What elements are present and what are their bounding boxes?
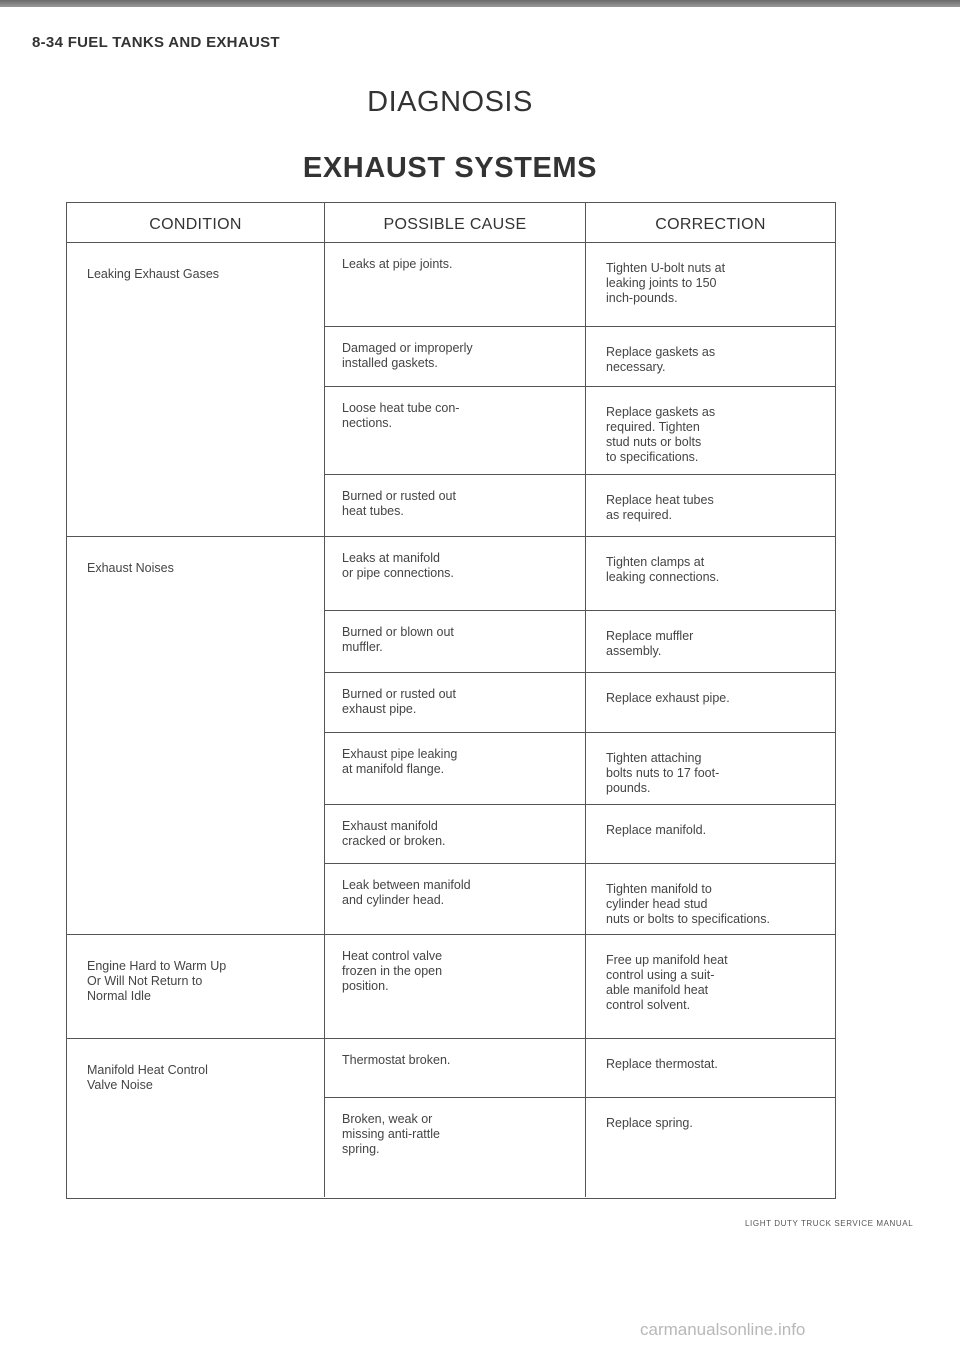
top-rule — [0, 0, 960, 7]
table-row — [325, 673, 835, 733]
page-title: DIAGNOSIS — [367, 86, 533, 118]
cause-cell: Burned or rusted out exhaust pipe. — [325, 673, 586, 732]
table-row — [325, 864, 835, 934]
correction-cell: Free up manifold heat control using a suit- able manifold heat control solvent. — [606, 953, 728, 1012]
cause-cell: Loose heat tube con- nections. — [325, 387, 586, 475]
correction-cell: Tighten clamps at leaking connections. — [606, 555, 720, 584]
correction-cell: Tighten manifold to cylinder head stud nuts or bolts to specifications. — [606, 882, 770, 927]
header-possible-cause: POSSIBLE CAUSE — [325, 203, 586, 242]
table-row — [325, 475, 835, 536]
cause-cell: Exhaust pipe leaking at manifold flange. — [325, 733, 586, 805]
condition-group — [67, 537, 835, 935]
cause-cell: Leaks at pipe joints. — [325, 243, 586, 326]
cause-cell: Leaks at manifold or pipe connections. — [325, 537, 586, 610]
table-row — [325, 1039, 835, 1098]
header-condition: CONDITION — [67, 203, 325, 242]
cause-cell: Burned or blown out muffler. — [325, 611, 586, 672]
table-row — [325, 611, 835, 673]
correction-cell: Tighten U-bolt nuts at leaking joints to 150 inch-pounds. — [606, 261, 726, 305]
diagnosis-table — [66, 202, 836, 1199]
correction-cell: Replace heat tubes as required. — [606, 493, 714, 523]
condition-group — [67, 1039, 835, 1197]
table-row — [325, 733, 835, 806]
condition-cell: Engine Hard to Warm Up Or Will Not Return to Normal Idle — [67, 935, 325, 1038]
table-row — [325, 935, 835, 1038]
table-row — [325, 387, 835, 476]
correction-cell: Replace gaskets as required. Tighten stud nuts or bolts to specifications. — [606, 404, 716, 464]
table-row — [325, 537, 835, 611]
table-header — [67, 203, 835, 243]
table-row — [325, 1098, 835, 1197]
cause-cell: Burned or rusted out heat tubes. — [325, 475, 586, 536]
correction-cell: Replace thermostat. — [606, 1057, 718, 1071]
page-footer: LIGHT DUTY TRUCK SERVICE MANUAL — [745, 1219, 914, 1228]
correction-cell: Replace spring. — [606, 1116, 693, 1130]
condition-group — [67, 243, 835, 537]
watermark: carmanualsonline.info — [640, 1320, 806, 1339]
table-row — [325, 243, 835, 327]
correction-cell: Tighten attaching bolts nuts to 17 foot- pounds. — [606, 750, 720, 795]
correction-cell: Replace gaskets as necessary. — [606, 344, 716, 374]
section-title: EXHAUST SYSTEMS — [302, 152, 598, 184]
cause-cell: Heat control valve frozen in the open position. — [325, 935, 586, 1038]
table-row — [325, 327, 835, 387]
cause-cell: Thermostat broken. — [325, 1039, 586, 1097]
header-correction: CORRECTION — [655, 216, 766, 233]
correction-cell: Replace muffler assembly. — [606, 628, 694, 658]
correction-cell: Replace manifold. — [606, 823, 707, 838]
cause-cell: Broken, weak or missing anti-rattle spring. — [325, 1098, 586, 1197]
table-row — [325, 805, 835, 864]
condition-group — [67, 935, 835, 1039]
cause-cell: Damaged or improperly installed gaskets. — [325, 327, 586, 386]
condition-cell: Manifold Heat Control Valve Noise — [67, 1039, 325, 1197]
condition-cell: Exhaust Noises — [67, 537, 325, 934]
page-header: 8-34 FUEL TANKS AND EXHAUST — [32, 34, 280, 51]
cause-cell: Leak between manifold and cylinder head. — [325, 864, 586, 934]
condition-cell: Leaking Exhaust Gases — [67, 243, 325, 536]
correction-cell: Replace exhaust pipe. — [606, 690, 730, 705]
cause-cell: Exhaust manifold cracked or broken. — [325, 805, 586, 863]
